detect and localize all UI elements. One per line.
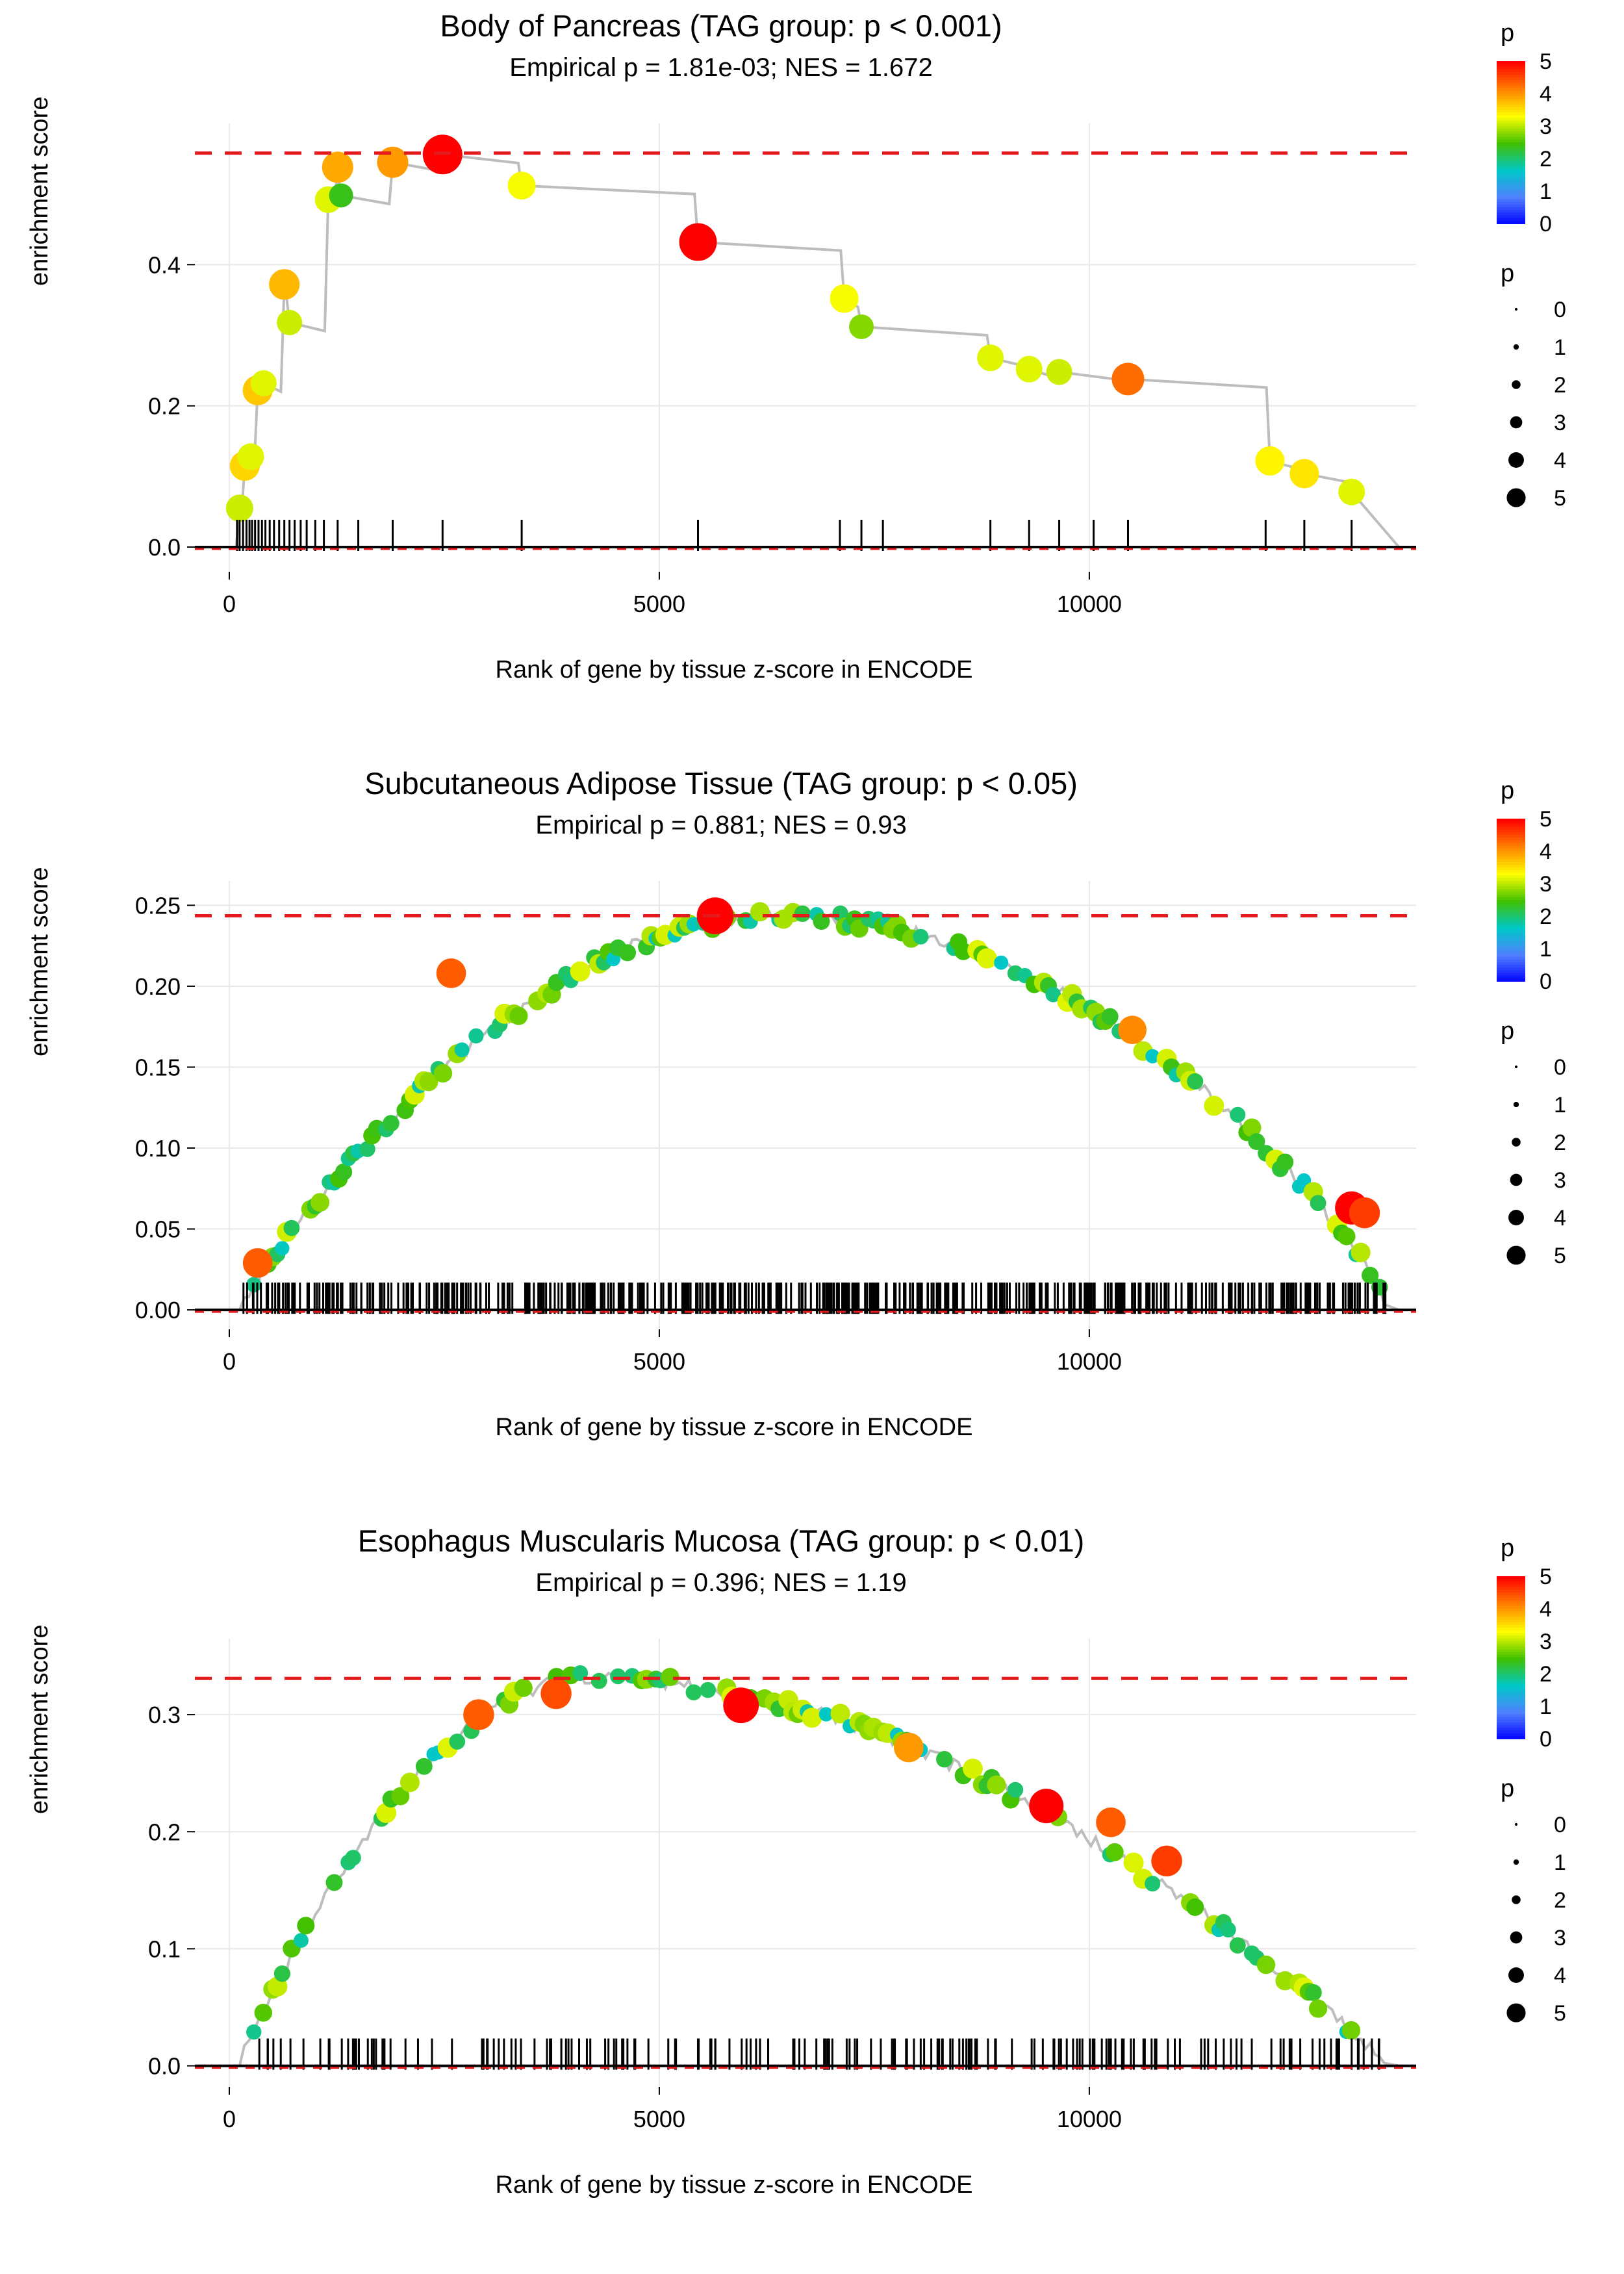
color-legend-tick: 0 [1540, 1727, 1552, 1752]
color-legend-title: p [1501, 1535, 1515, 1562]
size-legend-label: 4 [1554, 1206, 1566, 1231]
color-legend-title: p [1501, 777, 1515, 804]
panel-esophagus-muscularis-mucosa [0, 1515, 1624, 2273]
panel-body-of-pancreas [0, 0, 1624, 758]
size-legend [1494, 1050, 1611, 1290]
y-axis-label: enrichment score [26, 96, 53, 286]
size-legend-label: 4 [1554, 448, 1566, 473]
color-legend-tick: 1 [1540, 1694, 1552, 1719]
svg-text:0.2: 0.2 [147, 392, 181, 420]
color-legend-bar [1494, 1567, 1540, 1756]
svg-text:0.2: 0.2 [147, 1819, 181, 1846]
size-legend-label: 1 [1554, 1850, 1566, 1875]
svg-text:0.15: 0.15 [134, 1054, 181, 1081]
plot-area [78, 868, 1442, 1401]
svg-text:0: 0 [222, 2106, 236, 2132]
color-legend-tick: 3 [1540, 872, 1552, 897]
color-legend-tick: 4 [1540, 82, 1552, 107]
svg-text:0.4: 0.4 [147, 251, 181, 279]
svg-text:0.25: 0.25 [134, 892, 181, 919]
size-legend [1494, 292, 1611, 533]
size-legend-label: 0 [1554, 1813, 1566, 1837]
color-legend-tick: 2 [1540, 904, 1552, 929]
color-legend-tick: 5 [1540, 1565, 1552, 1589]
svg-text:0: 0 [222, 1348, 236, 1375]
svg-text:0.0: 0.0 [147, 533, 181, 561]
panel-title: Body of Pancreas (TAG group: p < 0.001) [440, 8, 1002, 43]
svg-text:0.0: 0.0 [147, 2052, 181, 2080]
y-axis-label: enrichment score [26, 1624, 53, 1814]
size-legend-label: 3 [1554, 1926, 1566, 1950]
color-legend-tick: 4 [1540, 1597, 1552, 1622]
color-legend-title: p [1501, 19, 1515, 47]
color-legend-tick: 0 [1540, 212, 1552, 236]
color-legend-tick: 1 [1540, 937, 1552, 962]
color-legend-tick: 2 [1540, 147, 1552, 172]
color-legend-tick: 3 [1540, 1629, 1552, 1654]
color-legend-bar [1494, 810, 1540, 998]
plot-area [78, 1626, 1442, 2158]
svg-text:0.3: 0.3 [147, 1702, 181, 1729]
y-axis-label: enrichment score [26, 867, 53, 1056]
size-legend-label: 2 [1554, 373, 1566, 398]
svg-text:0.10: 0.10 [134, 1135, 181, 1162]
size-legend-label: 2 [1554, 1131, 1566, 1155]
size-legend-label: 1 [1554, 1093, 1566, 1118]
size-legend-label: 0 [1554, 1055, 1566, 1080]
size-legend-label: 2 [1554, 1888, 1566, 1913]
svg-text:0: 0 [222, 591, 236, 617]
x-axis-label: Rank of gene by tissue z-score in ENCODE [495, 1414, 973, 1441]
size-legend-label: 1 [1554, 335, 1566, 360]
svg-text:10000: 10000 [1056, 591, 1122, 617]
plot-area [78, 110, 1442, 643]
panel-subtitle: Empirical p = 0.396; NES = 1.19 [535, 1568, 907, 1597]
svg-text:0.05: 0.05 [134, 1216, 181, 1243]
svg-text:10000: 10000 [1056, 2106, 1122, 2132]
svg-text:0.00: 0.00 [134, 1297, 181, 1324]
svg-text:0.1: 0.1 [147, 1935, 181, 1963]
panel-subtitle: Empirical p = 1.81e-03; NES = 1.672 [509, 53, 933, 82]
size-legend-label: 5 [1554, 2001, 1566, 2026]
color-legend-tick: 4 [1540, 839, 1552, 864]
svg-text:10000: 10000 [1056, 1348, 1122, 1375]
svg-text:5000: 5000 [633, 2106, 685, 2132]
size-legend-label: 3 [1554, 411, 1566, 435]
color-legend-tick: 2 [1540, 1662, 1552, 1687]
x-axis-label: Rank of gene by tissue z-score in ENCODE [495, 656, 973, 683]
size-legend-label: 5 [1554, 1244, 1566, 1268]
size-legend-label: 5 [1554, 486, 1566, 511]
size-legend-label: 4 [1554, 1963, 1566, 1988]
size-legend-title: p [1501, 260, 1515, 287]
color-legend-bar [1494, 52, 1540, 240]
x-axis-label: Rank of gene by tissue z-score in ENCODE [495, 2171, 973, 2199]
svg-text:0.20: 0.20 [134, 973, 181, 1000]
size-legend-label: 3 [1554, 1168, 1566, 1193]
panel-title: Subcutaneous Adipose Tissue (TAG group: p < 0.05) [364, 766, 1078, 800]
panel-subtitle: Empirical p = 0.881; NES = 0.93 [535, 810, 907, 839]
size-legend-title: p [1501, 1017, 1515, 1045]
color-legend-tick: 5 [1540, 49, 1552, 74]
size-legend [1494, 1808, 1611, 2048]
panel-title: Esophagus Muscularis Mucosa (TAG group: p < 0.01) [357, 1524, 1085, 1558]
size-legend-label: 0 [1554, 298, 1566, 322]
color-legend-tick: 5 [1540, 807, 1552, 832]
size-legend-title: p [1501, 1775, 1515, 1802]
color-legend-tick: 0 [1540, 969, 1552, 994]
color-legend-tick: 1 [1540, 179, 1552, 204]
color-legend-tick: 3 [1540, 114, 1552, 139]
svg-text:5000: 5000 [633, 591, 685, 617]
panel-subcutaneous-adipose-tissue [0, 758, 1624, 1515]
svg-text:5000: 5000 [633, 1348, 685, 1375]
